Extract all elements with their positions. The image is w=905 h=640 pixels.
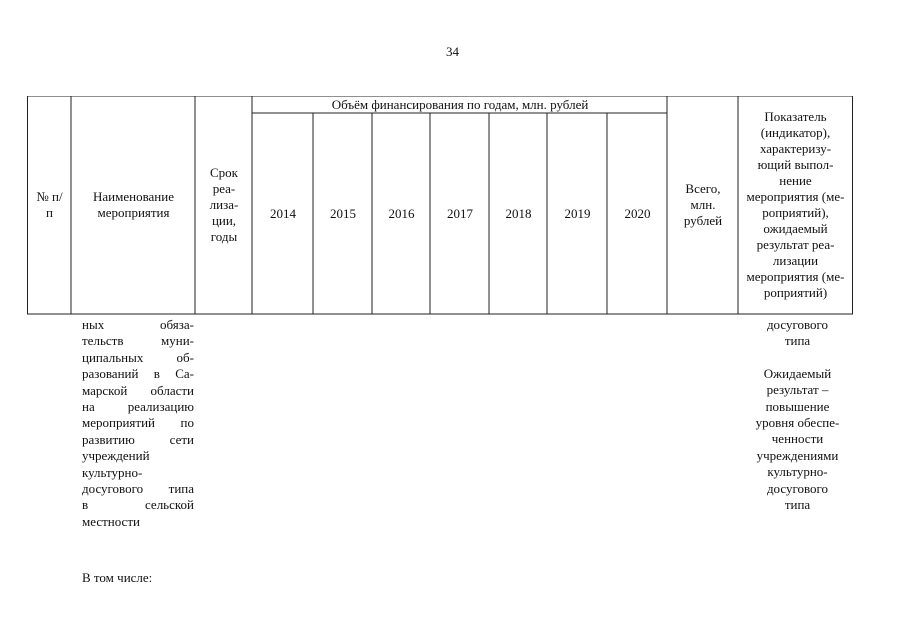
indicator-line: типа [784, 333, 811, 349]
header-funding: Объём финансирования по годам, млн. рублей [331, 96, 589, 112]
indicator-line: культурно- [767, 464, 828, 480]
indicator-line: повышение [765, 398, 830, 414]
header-year-2017: 2017 [447, 206, 473, 221]
indicator-line: досугового [766, 317, 829, 332]
indicator-line: ченности [771, 431, 824, 447]
name-line: марской области [82, 382, 194, 398]
table-header [27, 96, 853, 316]
indicator-line: результат – [766, 382, 829, 398]
measure-name-text [82, 317, 194, 530]
header-num: № п/п [36, 189, 63, 220]
name-line: досугового типа [82, 481, 194, 497]
header-indicator: Показатель (индикатор), характеризу-ющий выпол-нение мероприятия (ме-роприятий), ожидаемый результат реа-лизации мероприятия (ме-роприятий) [746, 109, 845, 300]
header-year-2020: 2020 [624, 206, 651, 221]
indicator-line: Ожидаемый [763, 365, 832, 381]
header-term: Срок реа-лиза-ции, годы [209, 165, 239, 244]
indicator-line: типа [784, 497, 811, 513]
name-line: мероприятий по [82, 415, 194, 431]
name-line: на реализацию [82, 399, 194, 415]
header-year-2019: 2019 [564, 206, 591, 221]
name-line: культурно- [82, 464, 143, 480]
name-line: в сельской [82, 497, 194, 513]
name-line: учреждений [82, 448, 150, 464]
name-line: разований в Са- [82, 366, 194, 382]
indicator-line: уровня обеспе- [755, 415, 840, 431]
header-total: Всего, млн. рублей [683, 181, 723, 228]
header-year-2018: 2018 [505, 206, 532, 221]
header-year-2015: 2015 [330, 206, 356, 221]
header-year-2016: 2016 [388, 206, 415, 221]
name-line: развитию сети [82, 431, 194, 447]
indicator-line: досугового [766, 480, 829, 496]
name-line: тельств муни- [82, 333, 194, 349]
name-line: ципальных об- [82, 349, 194, 365]
including-note: В том числе: [82, 570, 153, 585]
name-line: ных обяза- [82, 317, 194, 332]
indicator-text [745, 317, 850, 513]
page-number: 34 [446, 44, 459, 59]
header-name: Наименование мероприятия [93, 189, 174, 220]
name-line: местности [82, 513, 140, 529]
header-year-2014: 2014 [270, 206, 296, 221]
indicator-line: учреждениями [756, 447, 839, 463]
